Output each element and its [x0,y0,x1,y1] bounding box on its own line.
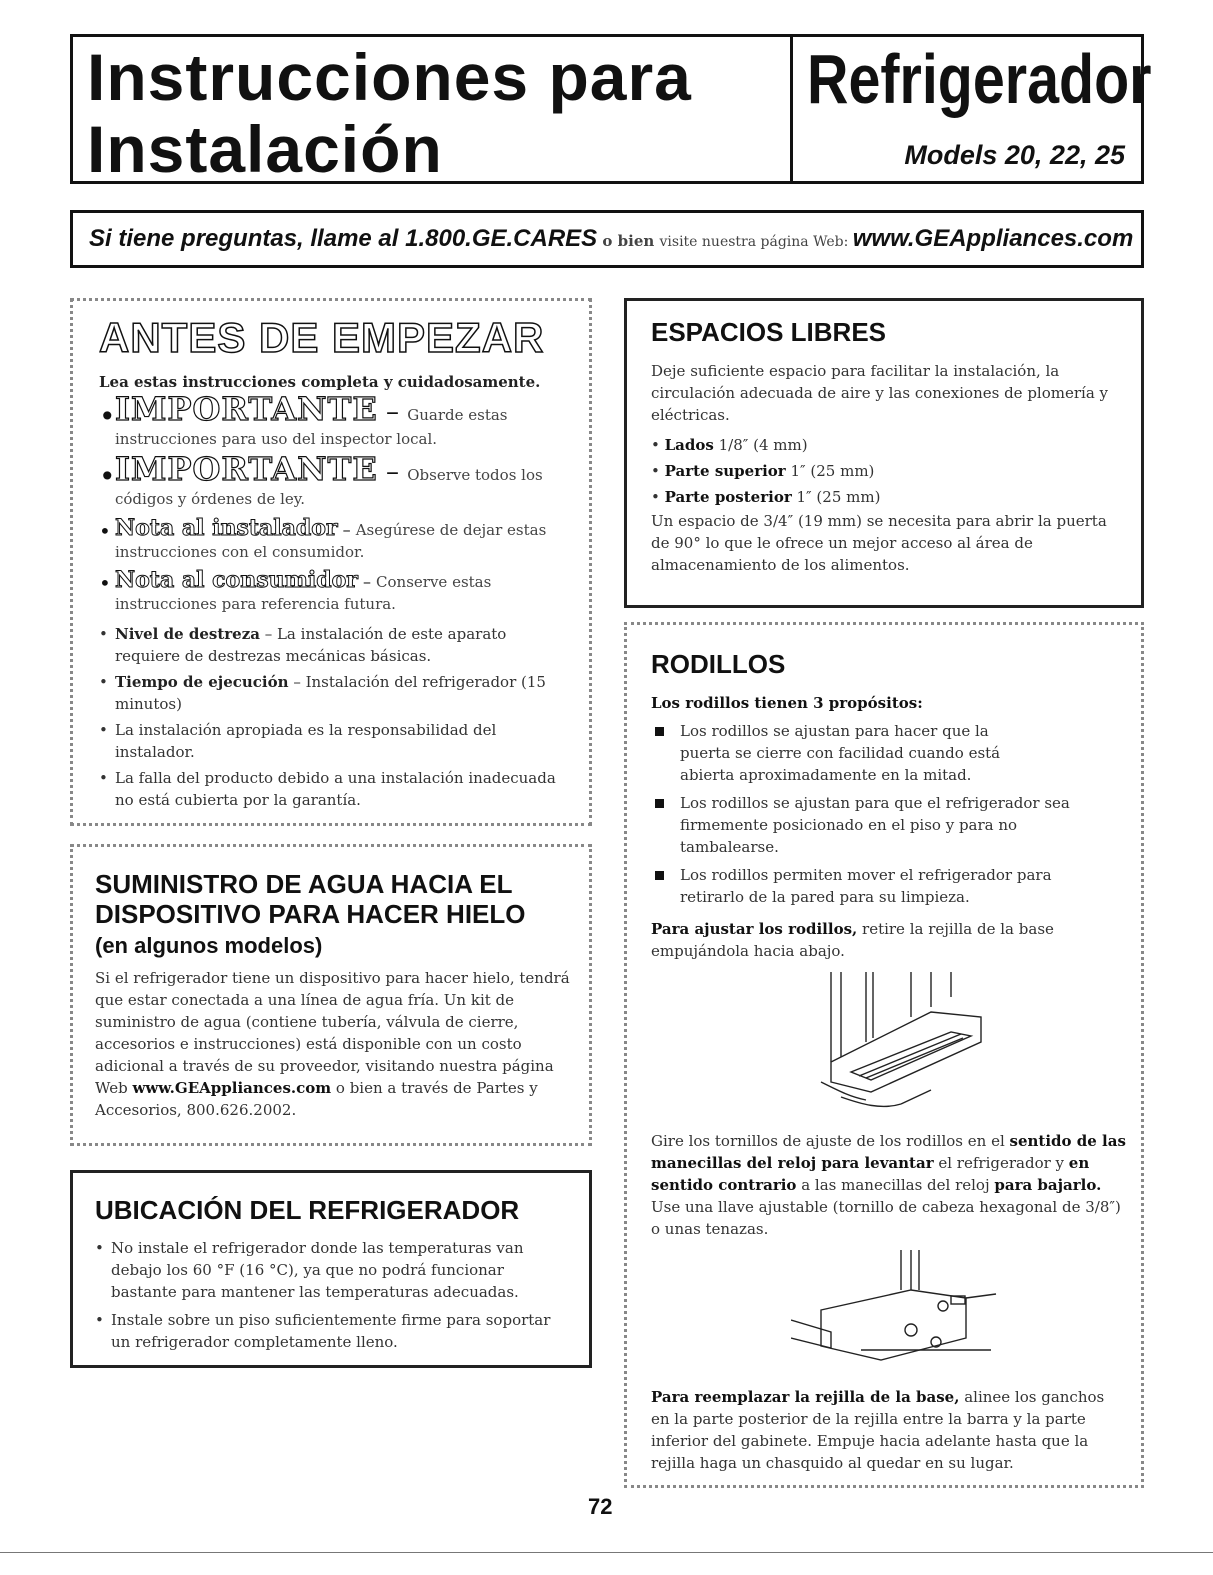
bullet-icon: • [99,571,111,595]
rodillos-item: Los rodillos permiten mover el refrigerador para retirarlo de la pared para su limpieza. [651,864,1127,908]
bullet-icon: • [95,1311,104,1329]
rodillos-item: Los rodillos se ajustan para hacer que la puerta se cierre con facilidad cuando está abierta aproximadamente en la mitad. [651,720,1127,786]
suministro-title: SUMINISTRO DE AGUA HACIA EL DISPOSITIVO PARA HACER HIELO [95,869,526,929]
contact-bar [70,210,1144,268]
rodillos-item: Los rodillos se ajustan para que el refrigerador sea firmemente posicionado en el piso y para no tambalearse. [651,792,1127,858]
suministro-url[interactable]: www.GEAppliances.com [132,1079,332,1097]
suministro-section [70,844,592,1146]
grille-removal-illustration [811,972,1011,1112]
bullet-icon: • [99,400,116,433]
antes-item-head: IMPORTANTE [115,390,378,428]
rodillos-replace: Para reemplazar la rejilla de la base, alinee los ganchos en la parte posterior de la rejilla entre la barra y la parte inferior del gabinete. Empuje hacia adelante hasta que la rejilla haga un chasquido al quedar en su lugar. [651,1388,1105,1472]
antes-small-item: • Tiempo de ejecución – Instalación del refrigerador (15 minutos) [99,673,546,713]
antes-item-head: IMPORTANTE [115,450,378,488]
models-label: Models 20, 22, 25 [904,140,1125,170]
espacios-section [624,298,1144,608]
espacios-item: • Lados 1/8″ (4 mm) [651,436,808,454]
espacios-title: ESPACIOS LIBRES [651,317,887,347]
ubicacion-section [70,1170,592,1368]
antes-lead: Lea estas instrucciones completa y cuidadosamente. [99,373,541,391]
suministro-body: Si el refrigerador tiene un dispositivo para hacer hielo, tendrá que estar conectada a una línea de agua fría. Un kit de suministro de agua (contiene tubería, válvula de cierre, accesorios e instrucciones) está disponible con un costo adicional a través de su proveedor, visitando nuestra página Web www.GEAppliances.com o bien a través de Partes y Accesorios, 800.626.2002. [95,969,570,1119]
square-bullet-icon [655,799,664,808]
espacios-item: • Parte superior 1″ (25 mm) [651,462,875,480]
bullet-icon: • [95,1239,104,1257]
bullet-icon: • [99,673,108,691]
antes-item-head: Nota al consumidor [115,567,358,593]
antes-small-item: • La falla del producto debido a una instalación inadecuada no está cubierta por la garantía. [99,769,556,809]
roller-adjust-illustration [791,1250,1011,1370]
antes-item: • IMPORTANTE – Guarde estas instrucciones para uso del inspector local. [99,397,571,451]
bullet-icon: • [99,625,108,643]
rodillos-adjust: Para ajustar los rodillos, retire la rejilla de la base empujándola hacia abajo. [651,920,1054,960]
contact-url[interactable]: www.GEAppliances.com [852,225,1134,252]
rodillos-section [624,622,1144,1488]
antes-item-head: Nota al instalador [115,515,338,541]
espacios-intro: Deje suficiente espacio para facilitar la instalación, la circulación adecuada de aire y las conexiones de plomería y eléctricas. [651,362,1109,424]
square-bullet-icon [655,727,664,736]
bullet-icon: • [99,769,108,787]
antes-item: • Nota al instalador – Asegúrese de dejar estas instrucciones con el consumidor. [99,515,547,561]
bullet-icon: • [99,460,116,493]
antes-item-text: Observe todos los códigos y órdenes de ley. [115,466,543,508]
page-number: 72 [588,1494,613,1519]
antes-item-text: Guarde estas instrucciones para uso del inspector local. [115,406,508,448]
antes-small-item: • Nivel de destreza – La instalación de este aparato requiere de destrezas mecánicas básicas. [99,625,507,665]
bullet-icon: • [99,519,111,543]
square-bullet-icon [655,871,664,880]
bullet-icon: • [99,721,108,739]
espacios-note: Un espacio de 3/4″ (19 mm) se necesita para abrir la puerta de 90° lo que le ofrece un mejor acceso al área de almacenamiento de los alimentos. [651,512,1107,574]
antes-item: • IMPORTANTE – Observe todos los códigos y órdenes de ley. [99,457,571,511]
header-title-box [70,34,790,184]
bottom-divider [0,1552,1213,1553]
antes-title: ANTES DE EMPEZAR [99,314,545,361]
suministro-subtitle: (en algunos modelos) [95,933,323,958]
antes-small-item: • La instalación apropiada es la responsabilidad del instalador. [99,721,497,761]
antes-item: • Nota al consumidor – Conserve estas instrucciones para referencia futura. [99,567,492,613]
page-title-line2: Instalación [87,112,443,186]
header-product-box [790,34,1152,184]
rodillos-title: RODILLOS [651,649,786,679]
page-title-line1: Instrucciones para [87,40,692,114]
contact-visit: visite nuestra página Web: [659,234,853,250]
contact-or: o bien [597,232,660,250]
espacios-item: • Parte posterior 1″ (25 mm) [651,488,881,506]
rodillos-lead: Los rodillos tienen 3 propósitos: [651,694,923,712]
antes-item-text: Asegúrese de dejar estas instrucciones con el consumidor. [115,521,547,561]
contact-phone-text: Si tiene preguntas, llame al 1.800.GE.CARES [89,225,598,252]
product-name: Refrigerador [807,40,1152,118]
rodillos-turn: Gire los tornillos de ajuste de los rodillos en el sentido de las manecillas del reloj para levantar el refrigerador y en sentido contrario a las manecillas del reloj para bajarlo. Use una llave ajustable (tornillo de cabeza hexagonal de 3/8″) o unas tenazas. [651,1132,1126,1238]
ubicacion-item: • Instale sobre un piso suficientemente firme para soportar un refrigerador completamente lleno. [95,1311,551,1351]
antes-section [70,298,592,826]
ubicacion-item: • No instale el refrigerador donde las temperaturas van debajo los 60 °F (16 °C), ya que no podrá funcionar bastante para mantener las temperaturas adecuadas. [95,1239,524,1301]
ubicacion-title: UBICACIÓN DEL REFRIGERADOR [95,1195,520,1225]
antes-item-text: Conserve estas instrucciones para referencia futura. [115,573,492,613]
